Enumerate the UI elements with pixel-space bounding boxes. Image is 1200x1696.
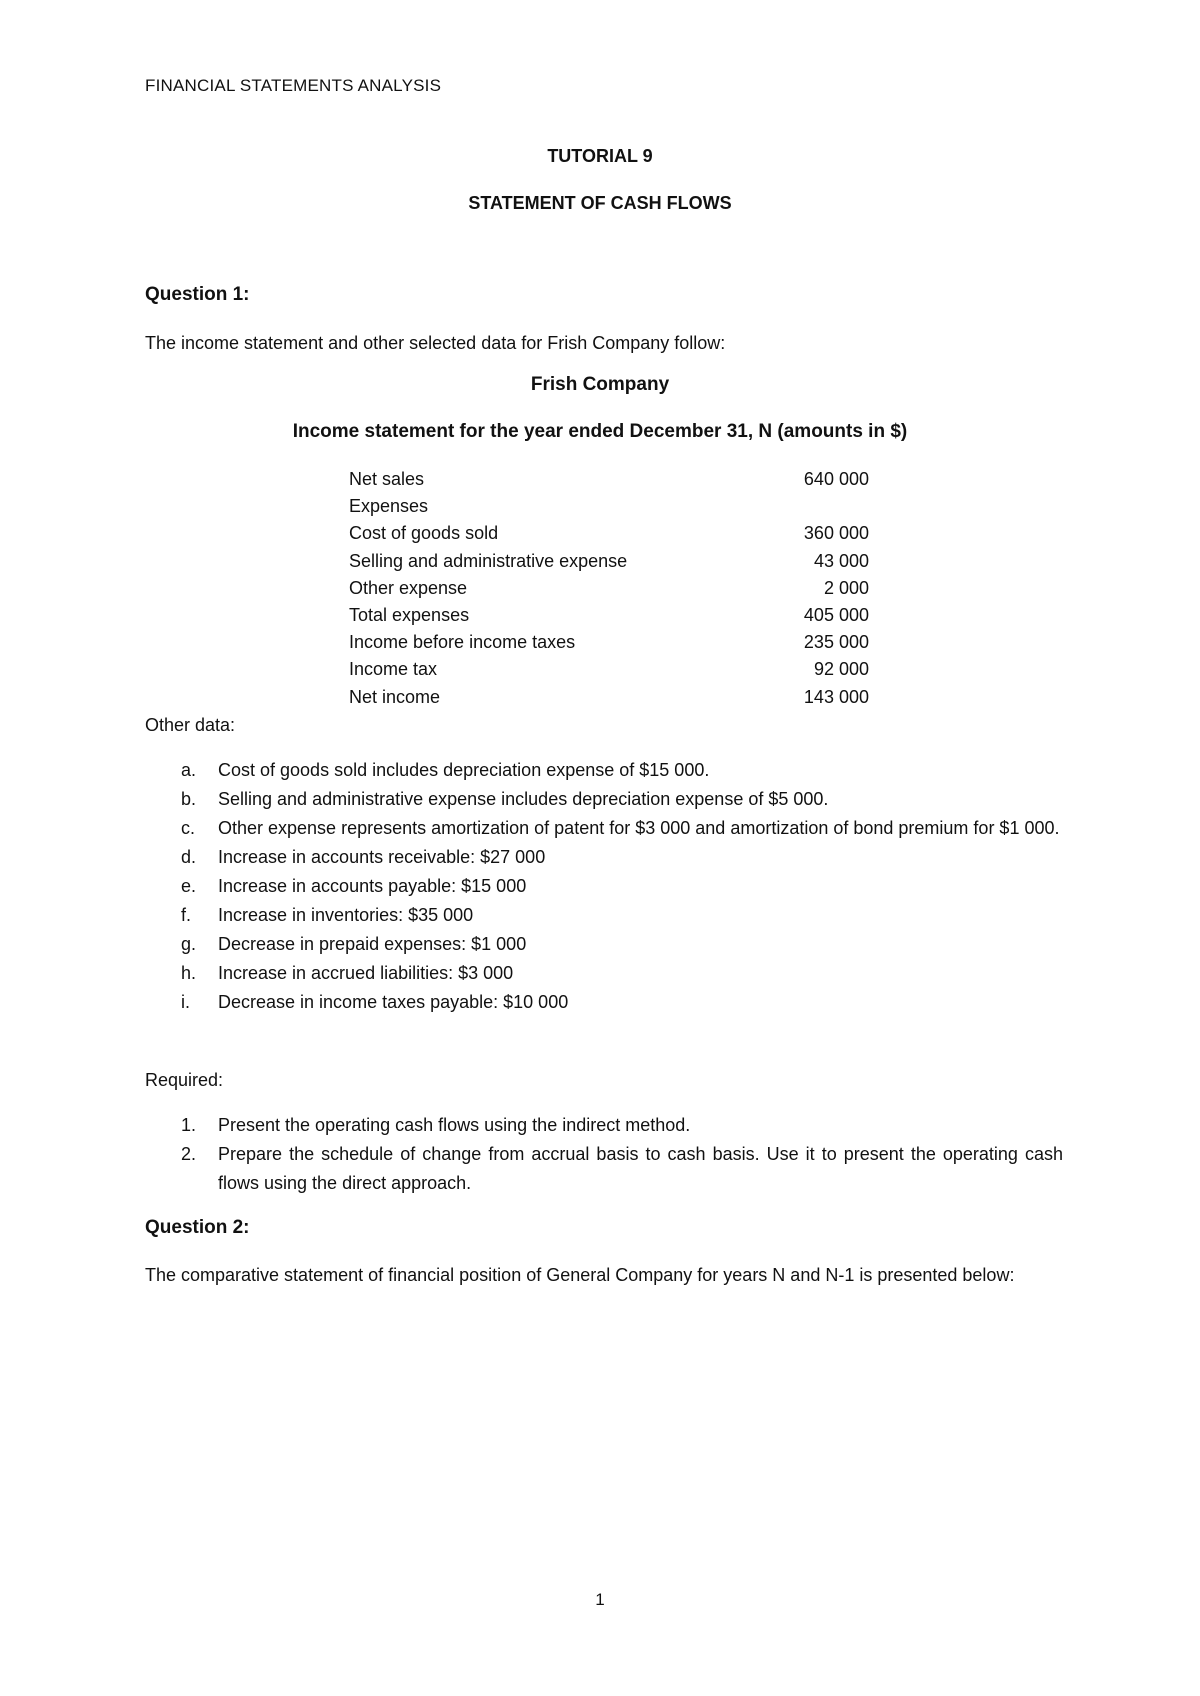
list-marker: d. [181,847,197,867]
tutorial-title: TUTORIAL 9 [547,146,653,166]
row-amount: 92 000 [813,659,869,680]
list-marker: 1. [181,1115,197,1135]
other-data-list [145,756,1063,1017]
list-text: Decrease in prepaid expenses: $1 000 [218,934,527,954]
list-marker: h. [181,963,197,983]
list-text: Increase in accounts receivable: $27 000 [218,847,546,867]
row-amount: 405 000 [803,604,869,625]
row-label: Income tax [349,659,438,680]
question-2-intro: The comparative statement of financial position of General Company for years N and N-1 is presented below: [145,1265,1015,1285]
page-number: 1 [595,1590,605,1609]
list-text: Increase in accrued liabilities: $3 000 [218,963,514,983]
list-text: Selling and administrative expense includes depreciation expense of $5 000. [218,789,829,809]
list-marker: e. [181,876,197,896]
row-amount: 235 000 [803,632,869,653]
row-label: Other expense [349,577,468,598]
question-2-heading: Question 2: [145,1217,250,1238]
row-label: Income before income taxes [349,632,576,653]
list-item [145,1140,1063,1198]
row-amount: 2 000 [823,577,869,598]
running-header: FINANCIAL STATEMENTS ANALYSIS [145,76,442,95]
row-label: Net sales [349,469,425,489]
list-item [145,959,1063,988]
tutorial-subtitle: STATEMENT OF CASH FLOWS [468,193,732,213]
list-item [145,756,1063,785]
list-text: Other expense represents amortization of patent for $3 000 and amortization of bond premium for $1 000. [218,818,1060,838]
row-label: Selling and administrative expense [349,550,628,571]
list-item [145,988,1063,1017]
row-label: Net income [349,686,441,707]
list-text: Decrease in income taxes payable: $10 000 [218,992,569,1012]
row-label: Total expenses [349,604,470,625]
list-marker: 2. [181,1144,197,1164]
row-amount: 43 000 [813,550,869,571]
list-text: Increase in inventories: $35 000 [218,905,474,925]
income-statement-table [349,466,869,711]
list-item [145,1111,1063,1140]
list-item [145,785,1063,814]
statement-row [349,548,869,575]
statement-row [349,493,869,520]
row-label: Expenses [349,496,429,517]
statement-row [349,684,869,711]
row-amount: 640 000 [803,469,869,489]
list-item [145,901,1063,930]
statement-row [349,629,869,656]
statement-row [349,520,869,547]
statement-row [349,466,869,493]
row-amount: 360 000 [803,523,869,544]
list-marker: i. [181,992,190,1012]
question-1-intro: The income statement and other selected data for Frish Company follow: [145,333,726,353]
other-data-label: Other data: [145,715,236,735]
row-amount: 143 000 [803,686,869,707]
company-name: Frish Company [530,374,670,395]
list-text: Cost of goods sold includes depreciation expense of $15 000. [218,760,710,780]
list-text: Increase in accounts payable: $15 000 [218,876,527,896]
statement-title: Income statement for the year ended December 31, N (amounts in $) [292,421,908,442]
required-list [145,1111,1063,1198]
list-marker: f. [181,905,192,925]
list-text: Present the operating cash flows using the indirect method. [218,1115,691,1135]
list-item [145,843,1063,872]
row-label: Cost of goods sold [349,523,499,544]
required-label: Required: [145,1070,224,1090]
list-item [145,930,1063,959]
list-marker: b. [181,789,197,809]
list-marker: a. [181,760,197,780]
question-1-heading: Question 1: [145,284,250,305]
list-text: Prepare the schedule of change from accrual basis to cash basis. Use it to present the operating cash flows using the direct approach. [218,1144,1063,1193]
list-item [145,872,1063,901]
list-item [145,814,1063,843]
statement-row [349,602,869,629]
list-marker: c. [181,818,196,838]
row-amount [769,493,869,520]
statement-row [349,575,869,602]
statement-row [349,656,869,683]
list-marker: g. [181,934,197,954]
